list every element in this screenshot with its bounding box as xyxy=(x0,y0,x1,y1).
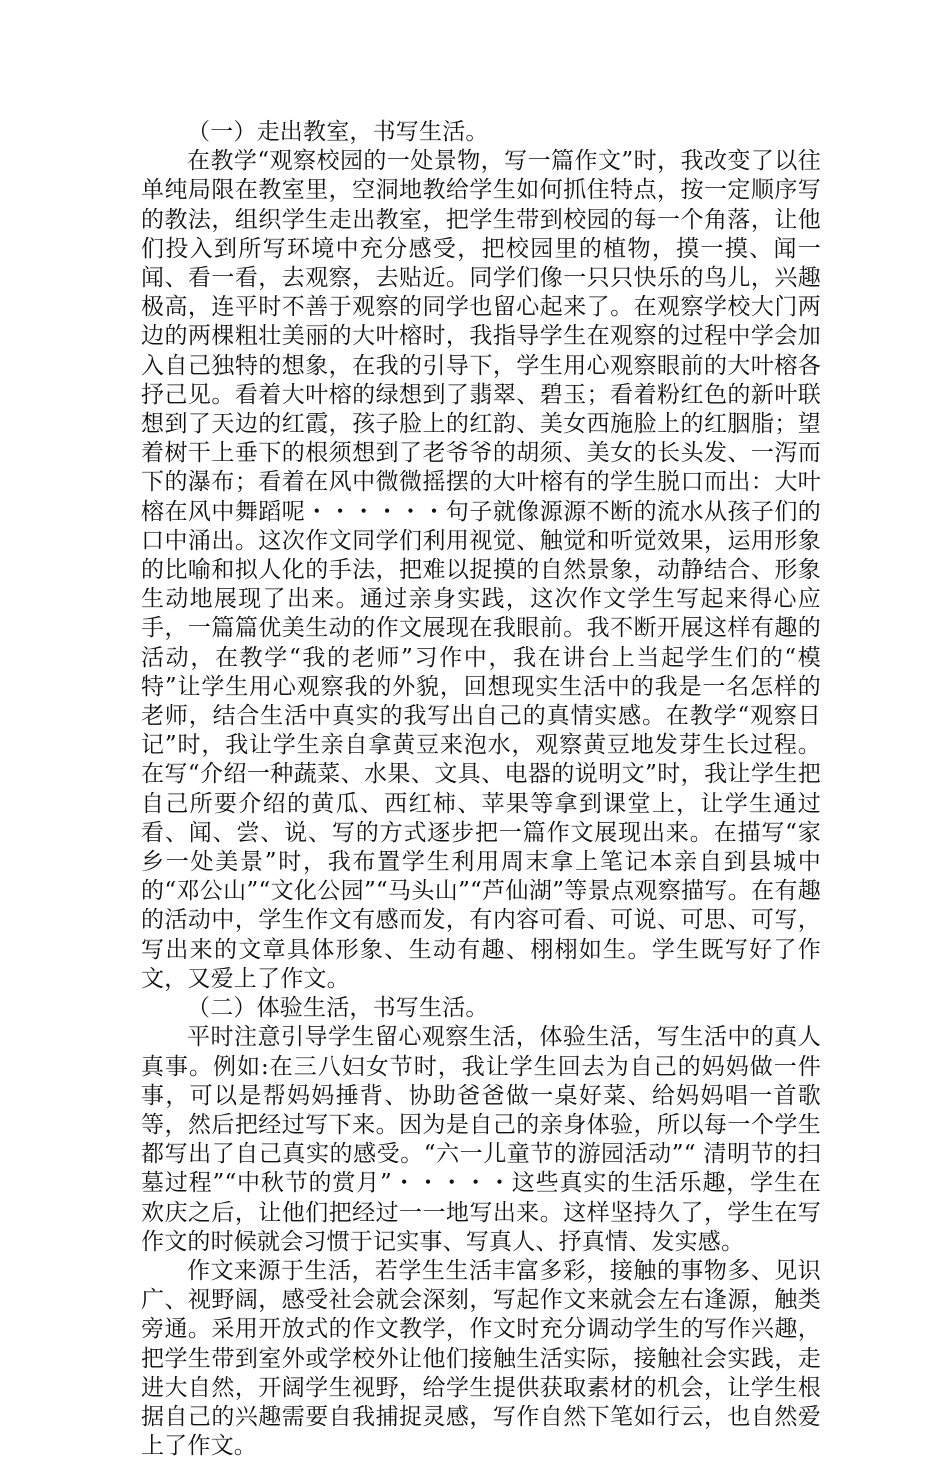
section-heading-2: （二）体验生活，书写生活。 xyxy=(187,995,489,1022)
section-heading-1: （一）走出教室，书写生活。 xyxy=(187,119,489,145)
body-paragraph-3: 作文来源于生活，若学生生活丰富多彩，接触的事物多、见识广、视野阔，感受社会就会深刻，写起作文来就会左右逢源，触类旁通。采用开放式的作文教学，作文时充分调动学生的写作兴趣，把学生带到室外或学校外让他们接触生活实际，接触社会实践，走进大自然，开阔学生视野，给学生提供获取素材的机会，让学生根据自己的兴趣需要自我捕捉灵感，写作自然下笔如行云，也自然爱上了作文。 xyxy=(141,1257,821,1460)
body-paragraph-1: 在教学“观察校园的一处景物，写一篇作文”时，我改变了以往单纯局限在教室里，空洞地教给学生如何抓住特点，按一定顺序写的教法，组织学生走出教室，把学生带到校园的每一个角落，让他们投入到所写环境中充分感受，把校园里的植物，摸一摸、闻一闻、看一看，去观察，去贴近。同学们像一只只快乐的鸟儿，兴趣极高，连平时不善于观察的同学也留心起来了。在观察学校大门两边的两棵粗壮美丽的大叶榕时，我指导学生在观察的过程中学会加入自己独特的想象，在我的引导下，学生用心观察眼前的大叶榕各抒己见。看着大叶榕的绿想到了翡翠、碧玉；看着粉红色的新叶联想到了天边的红霞，孩子脸上的红韵、美女西施脸上的红胭脂；望着树干上垂下的根须想到了老爷爷的胡须、美女的长头发、一泻而下的瀑布；看着在风中微微摇摆的大叶榕有的学生脱口而出：大叶榕在风中舞蹈呢・・・・・・句子就像源源不断的流水从孩子们的口中涌出。这次作文同学们利用视觉、触觉和听觉效果，运用形象的比喻和拟人化的手法，把难以捉摸的自然景象，动静结合、形象生动地展现了出来。通过亲身实践，这次作文学生写起来得心应手，一篇篇优美生动的作文展现在我眼前。我不断开展这样有趣的活动，在教学“我的老师”习作中，我在讲台上当起学生们的“模特”让学生用心观察我的外貌，回想现实生活中的我是一名怎样的老师，结合生活中真实的我写出自己的真情实感。在教学“观察日记”时，我让学生亲自拿黄豆来泡水，观察黄豆地发芽生长过程。在写“介绍一种蔬菜、水果、文具、电器的说明文”时，我让学生把自己所要介绍的黄瓜、西红柿、苹果等拿到课堂上，让学生通过看、闻、尝、说、写的方式逐步把一篇作文展现出来。在描写“家乡一处美景”时，我布置学生利用周末拿上笔记本亲自到县城中的“邓公山”“文化公园”“马头山”“芦仙湖”等景点观察描写。在有趣的活动中，学生作文有感而发，有内容可看、可说、可思、可写，写出来的文章具体形象、生动有趣、栩栩如生。学生既写好了作文，又爱上了作文。 xyxy=(141,148,821,992)
body-paragraph-2: 平时注意引导学生留心观察生活，体验生活，写生活中的真人真事。例如:在三八妇女节时，我让学生回去为自己的妈妈做一件事，可以是帮妈妈捶背、协助爸爸做一桌好菜、给妈妈唱一首歌等，然后把经过写下来。因为是自己的亲身体验，所以每一个学生都写出了自己真实的感受。“六一儿童节的游园活动”“ 清明节的扫墓过程”“中秋节的赏月”・・・・・这些真实的生活乐趣，学生在欢庆之后，让他们把经过一一地写出来。这样坚持久了，学生在写作文的时候就会习惯于记实事、写真人、抒真情、发实感。 xyxy=(141,1024,821,1255)
document-body xyxy=(141,118,821,1461)
